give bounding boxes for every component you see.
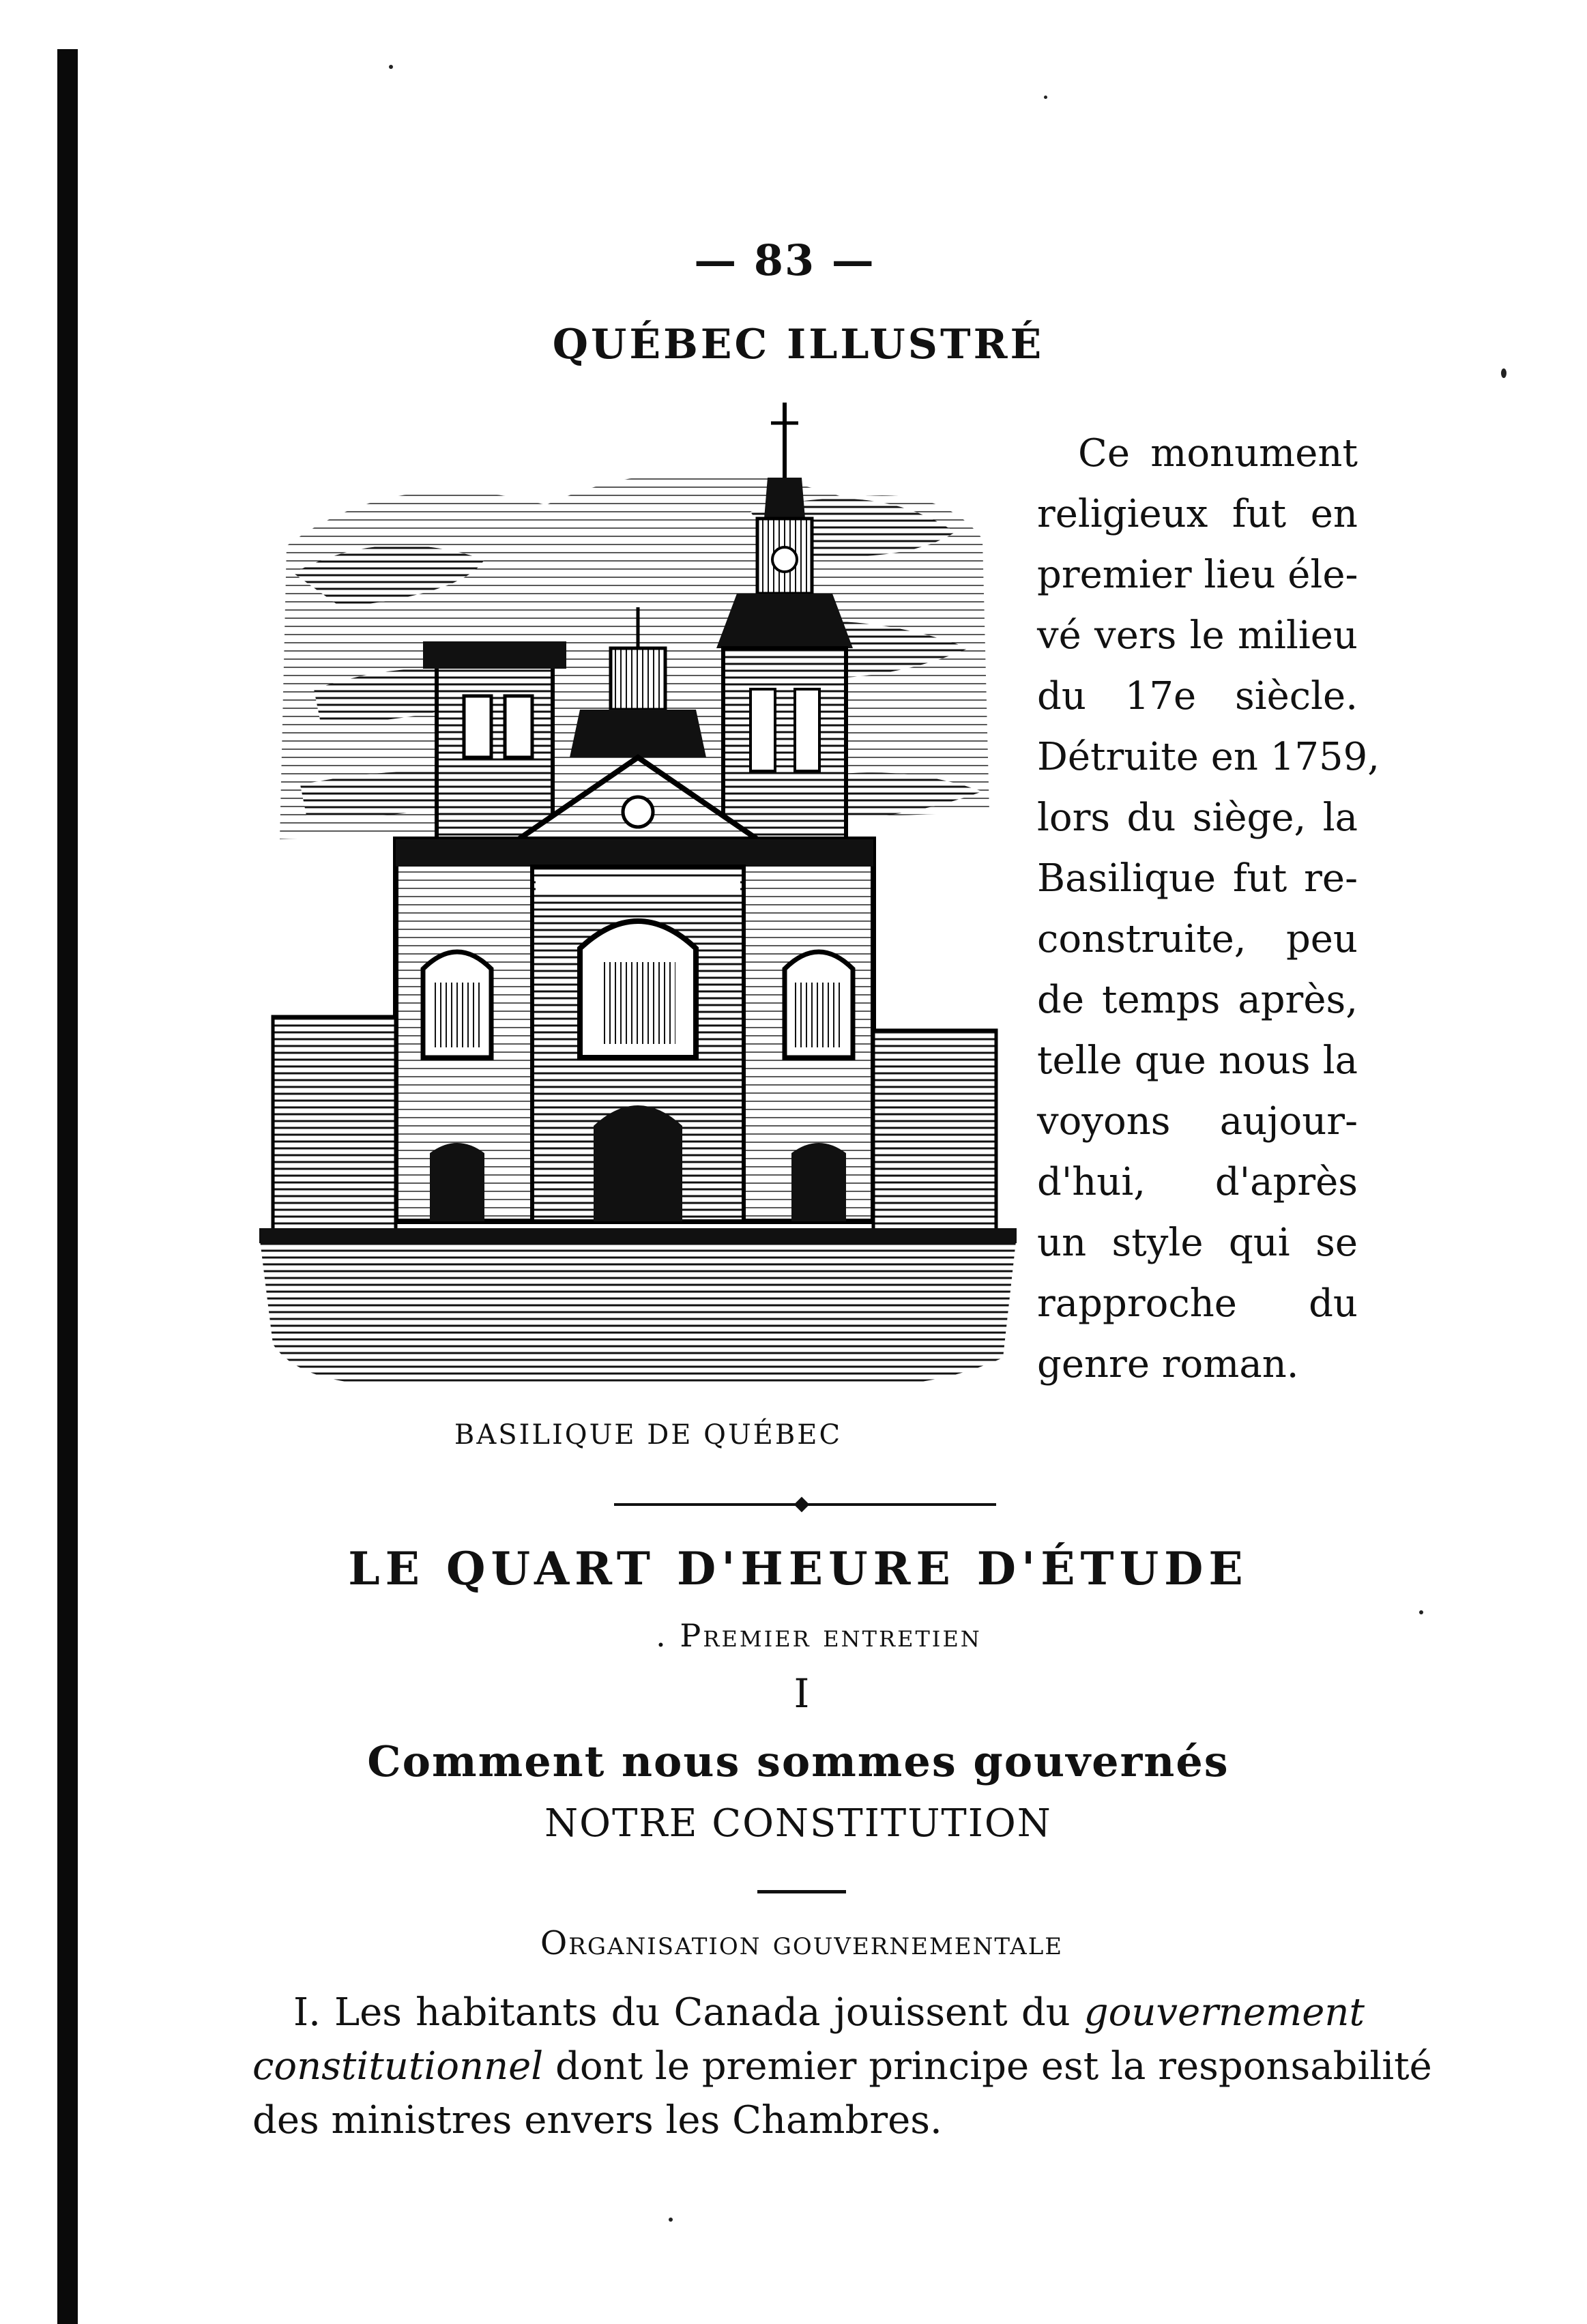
paragraph-line (252, 1986, 1365, 2039)
paper-speck (1044, 96, 1047, 99)
side-text-line: Basilique fut re- (1037, 856, 1358, 901)
side-text-line: de temps après, (1037, 978, 1358, 1022)
side-text-line: lors du siège, la (1037, 796, 1358, 840)
side-text-line: premier lieu éle- (1037, 553, 1358, 597)
chapter-numeral: I (794, 1670, 810, 1717)
paper-speck (389, 65, 393, 69)
section-subtitle: . Premier entretien (656, 1617, 982, 1654)
paper-speck (1501, 368, 1506, 378)
side-text-line: d'hui, d'après (1037, 1160, 1358, 1204)
side-description (1037, 423, 1380, 1395)
running-header: QUÉBEC ILLUSTRÉ (552, 321, 1045, 368)
paragraph-text: I. Les habitants du Canada jouissent du (293, 1990, 1084, 2035)
side-text-line: du 17e siècle. (1037, 674, 1358, 718)
side-text-line: genre roman. (1037, 1342, 1299, 1386)
figure-caption: BASILIQUE DE QUÉBEC (454, 1419, 843, 1451)
ornamental-divider (614, 1498, 996, 1511)
subject-title: Comment nous sommes gouvernés (367, 1737, 1229, 1786)
paragraph-line (252, 2039, 1432, 2093)
section-title: LE QUART D'HEURE D'ÉTUDE (348, 1542, 1249, 1595)
paper-speck (1419, 1610, 1423, 1614)
paragraph-emphasis: constitutionnel (252, 2044, 544, 2089)
paragraph-text: dont le premier principe est la responsabilité (543, 2044, 1432, 2089)
body-paragraph (252, 1986, 1432, 2147)
side-text-line: religieux fut en (1037, 492, 1358, 536)
side-text-line: voyons aujour- (1037, 1099, 1358, 1144)
paragraph-emphasis: gouvernement (1083, 1990, 1365, 2035)
organisation-heading: Organisation gouvernementale (540, 1924, 1064, 1962)
side-text-line: construite, peu (1037, 917, 1358, 961)
basilica-engraving (259, 403, 1017, 1392)
side-text-line: un style qui se (1037, 1221, 1358, 1265)
diamond-ornament-icon (794, 1497, 810, 1513)
side-text-line: Ce monument (1078, 431, 1358, 476)
basilica-engraving-drawing (259, 403, 1017, 1392)
short-divider (757, 1890, 846, 1893)
subject-subtitle: NOTRE CONSTITUTION (544, 1801, 1052, 1846)
side-text-line: rapproche du (1037, 1281, 1358, 1326)
paragraph-line: des ministres envers les Chambres. (252, 2098, 942, 2143)
side-text-line: telle que nous la (1037, 1038, 1358, 1083)
paper-speck (669, 2218, 673, 2222)
page-number: — 83 — (694, 235, 875, 285)
side-text-line: Détruite en 1759, (1037, 735, 1380, 779)
side-text-line: vé vers le milieu (1037, 613, 1358, 658)
book-spine-shadow (57, 49, 78, 2324)
